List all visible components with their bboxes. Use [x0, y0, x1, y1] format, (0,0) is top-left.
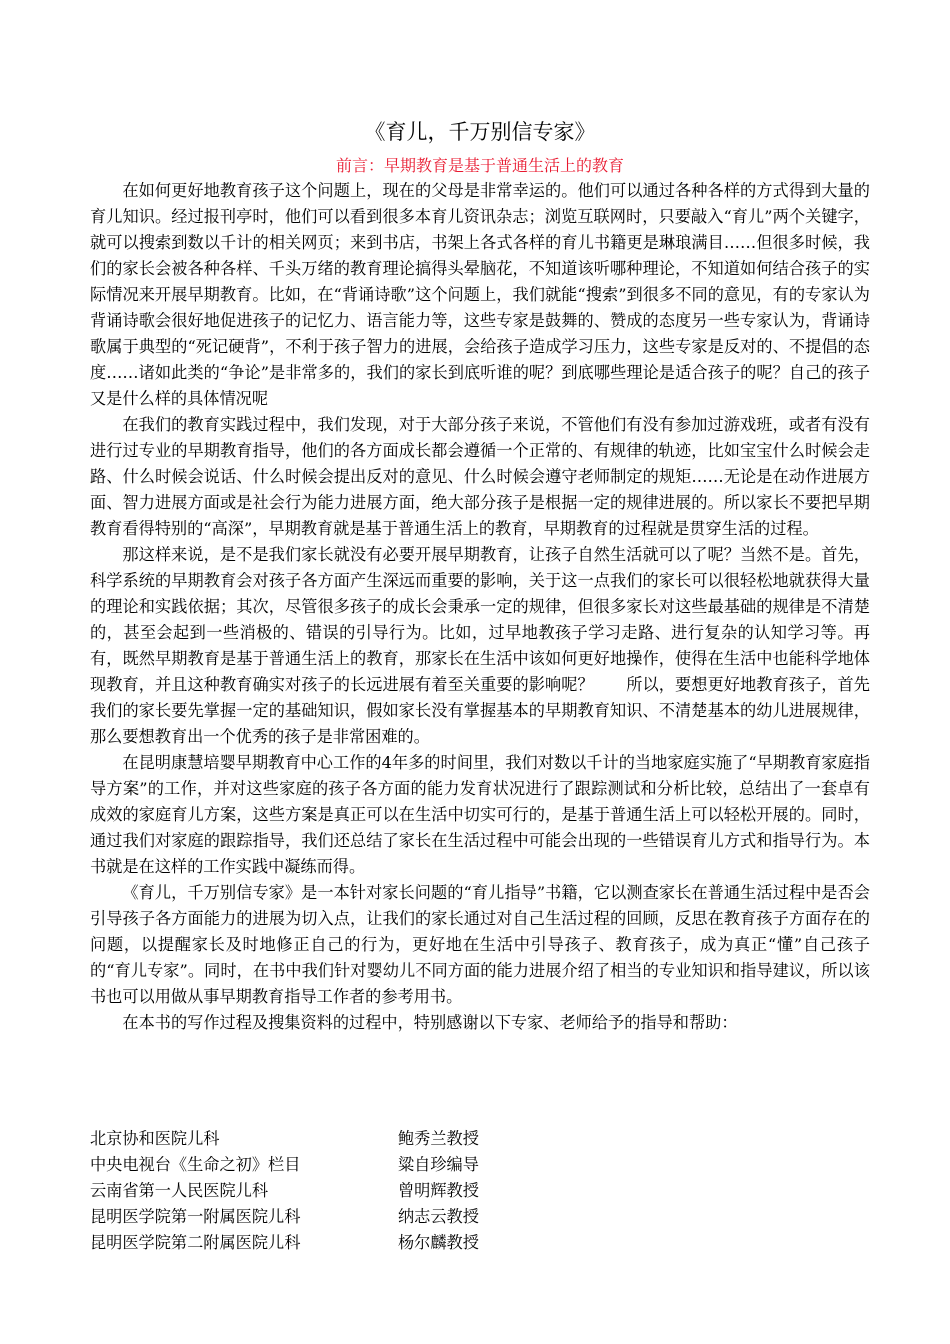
- acknowledgement-person: 鲍秀兰教授: [398, 1129, 479, 1148]
- acknowledgement-org: 北京协和医院儿科: [90, 1129, 220, 1148]
- paragraph: 在本书的写作过程及搜集资料的过程中，特别感谢以下专家、老师给予的指导和帮助：: [122, 1013, 738, 1032]
- acknowledgement-person: 曾明辉教授: [398, 1181, 479, 1200]
- acknowledgement-row: [90, 1230, 870, 1256]
- acknowledgement-person: 纳志云教授: [398, 1207, 479, 1226]
- acknowledgement-row: [90, 1126, 870, 1152]
- acknowledgement-row: [90, 1178, 870, 1204]
- paragraph: 《育儿，千万别信专家》是一本针对家长问题的“育儿指导”书籍，它以测查家长在普通生活过程中是否会引导孩子各方面能力的进展为切入点，让我们的家长通过对自己生活过程的回顾，反思在教育孩子方面存在的问题，以提醒家长及时地修正自己的行为，更好地在生活中引导孩子、教育孩子，成为真正“懂”自己孩子的“育儿专家”。同时，在书中我们针对婴幼儿不同方面的能力进展介绍了相当的专业知识和指导建议，所以该书也可以用做从事早期教育指导工作者的参考用书。: [90, 883, 870, 1006]
- acknowledgement-person: 粱自珍编导: [398, 1155, 479, 1174]
- acknowledgement-org: 云南省第一人民医院儿科: [90, 1181, 269, 1200]
- acknowledgement-row: [90, 1204, 870, 1230]
- acknowledgement-org: 中央电视台《生命之初》栏目: [90, 1155, 301, 1174]
- preface-body: [90, 178, 870, 1036]
- preface-heading: 前言：早期教育是基于普通生活上的教育: [335, 156, 624, 175]
- document-title: 《育儿，千万别信专家》: [364, 120, 596, 144]
- acknowledgement-person: 杨尔麟教授: [398, 1233, 479, 1252]
- acknowledgement-org: 昆明医学院第二附属医院儿科: [90, 1233, 301, 1252]
- paragraph: 在我们的教育实践过程中，我们发现，对于大部分孩子来说，不管他们有没有参加过游戏班，或者有没有进行过专业的早期教育指导，他们的各方面成长都会遵循一个正常的、有规律的轨迹，比如宝宝什么时候会走路、什么时候会说话、什么时候会提出反对的意见、什么时候会遵守老师制定的规矩……无论是在动作进展方面、智力进展方面或是社会行为能力进展方面，绝大部分孩子是根据一定的规律进展的。所以家长不要把早期教育看得特别的“高深”，早期教育就是基于普通生活上的教育，早期教育的过程就是贯穿生活的过程。: [90, 415, 870, 538]
- paragraph: 那这样来说，是不是我们家长就没有必要开展早期教育，让孩子自然生活就可以了呢？当然不是。首先，科学系统的早期教育会对孩子各方面产生深远而重要的影响，关于这一点我们的家长可以很轻松地就获得大量的理论和实践依据；其次，尽管很多孩子的成长会秉承一定的规律，但很多家长对这些最基础的规律是不清楚的，甚至会起到一些消极的、错误的引导行为。比如，过早地教孩子学习走路、进行复杂的认知学习等。再有，既然早期教育是基于普通生活上的教育，那家长在生活中该如何更好地操作，使得在生活中也能科学地体现教育，并且这种教育确实对孩子的长远进展有着至关重要的影响呢？ 所以，要想更好地教育孩子，首先我们的家长要先掌握一定的基础知识，假如家长没有掌握基本的早期教育知识、不清楚基本的幼儿进展规律，那么要想教育出一个优秀的孩子是非常困难的。: [90, 545, 870, 746]
- acknowledgement-row: [90, 1152, 870, 1178]
- paragraph: 在如何更好地教育孩子这个问题上，现在的父母是非常幸运的。他们可以通过各种各样的方式得到大量的育儿知识。经过报刊亭时，他们可以看到很多本育儿资讯杂志；浏览互联网时，只要敲入“育儿”两个关键字，就可以搜索到数以千计的相关网页；来到书店，书架上各式各样的育儿书籍更是琳琅满目……但很多时候，我们的家长会被各种各样、千头万绪的教育理论搞得头晕脑花，不知道该听哪种理论，不知道如何结合孩子的实际情况来开展早期教育。比如，在“背诵诗歌”这个问题上，我们就能“搜索”到很多不同的意见，有的专家认为背诵诗歌会很好地促进孩子的记忆力、语言能力等，这些专家是鼓舞的、赞成的态度另一些专家认为，背诵诗歌属于典型的“死记硬背”，不利于孩子智力的进展，会给孩子造成学习压力，这些专家是反对的、不提倡的态度……诸如此类的“争论”是非常多的，我们的家长到底听谁的呢？到底哪些理论是适合孩子的呢？自己的孩子又是什么样的具体情况呢: [90, 181, 870, 408]
- acknowledgement-org: 昆明医学院第一附属医院儿科: [90, 1207, 301, 1226]
- paragraph: 在昆明康慧培婴早期教育中心工作的4年多的时间里，我们对数以千计的当地家庭实施了“早期教育家庭指导方案”的工作，并对这些家庭的孩子各方面的能力发育状况进行了跟踪测试和分析比较，总结出了一套卓有成效的家庭育儿方案，这些方案是真正可以在生活中切实可行的，是基于普通生活上可以轻松开展的。同时，通过我们对家庭的跟踪指导，我们还总结了家长在生活过程中可能会出现的一些错误育儿方式和指导行为。本书就是在这样的工作实践中凝练而得。: [90, 753, 870, 876]
- acknowledgement-list: [90, 1126, 870, 1256]
